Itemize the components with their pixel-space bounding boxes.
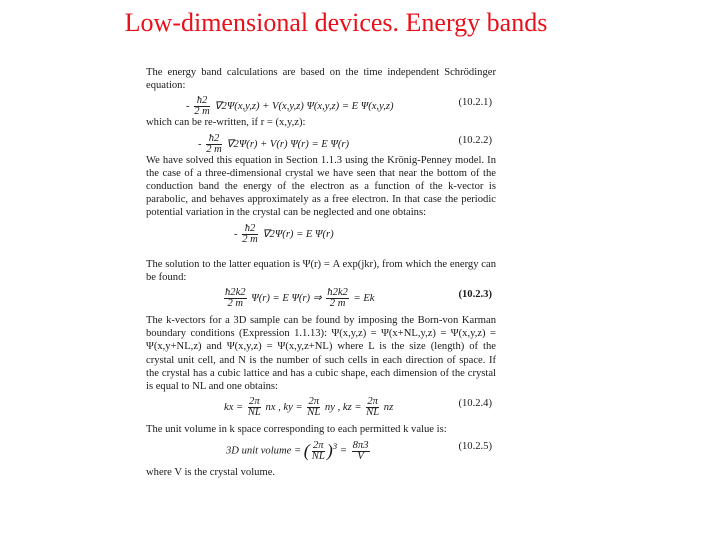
- eq4-fraction-right: $\frac{ħ2k2}{2 m}$: [327, 287, 348, 310]
- paragraph-unit-volume: The unit volume in k space corresponding to each permitted k value is:: [146, 424, 447, 436]
- eq5-fraction-3: $\frac{2\pi}{NL}$: [366, 396, 380, 419]
- eq6-power: 3: [332, 441, 338, 452]
- eq2-body: ∇2Ψ(r) + V(r) Ψ(r) = E Ψ(r): [226, 138, 350, 150]
- eq6-lhs: 3D unit volume =: [226, 445, 302, 457]
- eq3-minus: -: [234, 228, 238, 240]
- eq6-number: (10.2.5): [458, 441, 492, 453]
- equation-10-2-4: [146, 393, 496, 423]
- equation-free-electron: [146, 220, 496, 244]
- eq5-ky: nx , ky =: [265, 402, 303, 414]
- eq6-fraction-2: $\frac{8\pi 3}{V}$: [352, 440, 369, 463]
- eq2-number: (10.2.2): [458, 134, 492, 146]
- eq6-equals: =: [339, 445, 347, 457]
- eq5-nz: nz: [383, 402, 394, 414]
- equation-10-2-5: [146, 436, 496, 466]
- equation-10-2-3: [146, 284, 496, 314]
- eq3-body: ∇2Ψ(r) = E Ψ(r): [262, 228, 334, 240]
- equation-10-2-2: [146, 130, 496, 154]
- paragraph-kronig-penney: We have solved this equation in Section 1.1.3 using the Krönig-Penney model. In the case of a three-dimensional crystal we have seen that near the bottom of the conduction band the energy of the electron as a function of the k-vector is parabolic, and behaves approximately as a free electron. In that case the periodic potential variation in the crystal can be neglected and one obtains:: [146, 154, 496, 219]
- eq2-fraction: $\frac{ħ2}{2 m}$: [206, 132, 222, 155]
- left-paren-glyph: (: [303, 440, 310, 461]
- eq5-kx: kx =: [224, 402, 244, 414]
- eq4-fraction-left: $\frac{ħ2k2}{2 m}$: [225, 287, 246, 310]
- eq4-number: (10.2.3): [458, 289, 492, 301]
- eq1-number: (10.2.1): [458, 97, 492, 109]
- eq1-minus: -: [186, 101, 190, 113]
- scanned-page: [146, 66, 496, 480]
- right-paren-glyph: ): [326, 440, 333, 461]
- eq4-tail: = Ek: [353, 292, 375, 304]
- eq5-fraction-2: $\frac{2\pi}{NL}$: [307, 396, 321, 419]
- eq4-middle: Ψ(r) = E Ψ(r) ⇒: [251, 292, 322, 304]
- eq5-number: (10.2.4): [458, 398, 492, 410]
- slide-title: Low-dimensional devices. Energy bands: [124, 8, 548, 37]
- eq5-kz: ny , kz =: [324, 402, 362, 414]
- paragraph-born-von-karman: The k-vectors for a 3D sample can be found by imposing the Born-von Karman boundary conditions (Expression 1.1.13): Ψ(x,y,z) = Ψ(x+NL,y,z) = Ψ(x,y,z) = Ψ(x,y+NL,z) and Ψ(x,y,z) = Ψ(x,y,z+NL) where L is the size (length) of the crystal unit cell, and N is the number of such cells in each direction of space. If the crystal has a cubic lattice and has a cubic shape, each dimension of the crystal is equal to NL and one obtains:: [146, 315, 496, 393]
- eq5-fraction-1: $\frac{2\pi}{NL}$: [247, 396, 261, 419]
- eq6-fraction-1: $\frac{2\pi}{NL}$: [311, 440, 325, 463]
- paragraph-intro: The energy band calculations are based on the time independent Schrödinger equation:: [146, 67, 496, 92]
- paragraph-crystal-volume: where V is the crystal volume.: [146, 467, 276, 479]
- eq1-fraction: $\frac{ħ2}{2 m}$: [194, 95, 210, 118]
- equation-10-2-1: [146, 92, 496, 116]
- eq1-body: ∇2Ψ(x,y,z) + V(x,y,z) Ψ(x,y,z) = E Ψ(x,y,z): [214, 101, 394, 113]
- paragraph-rewrite: which can be re-written, if r = (x,y,z):: [146, 117, 306, 129]
- eq2-minus: -: [198, 138, 202, 150]
- paragraph-solution: The solution to the latter equation is Ψ(r) = A exp(jkr), from which the energy can be found:: [146, 258, 496, 283]
- eq3-fraction: $\frac{ħ2}{2 m}$: [242, 222, 258, 245]
